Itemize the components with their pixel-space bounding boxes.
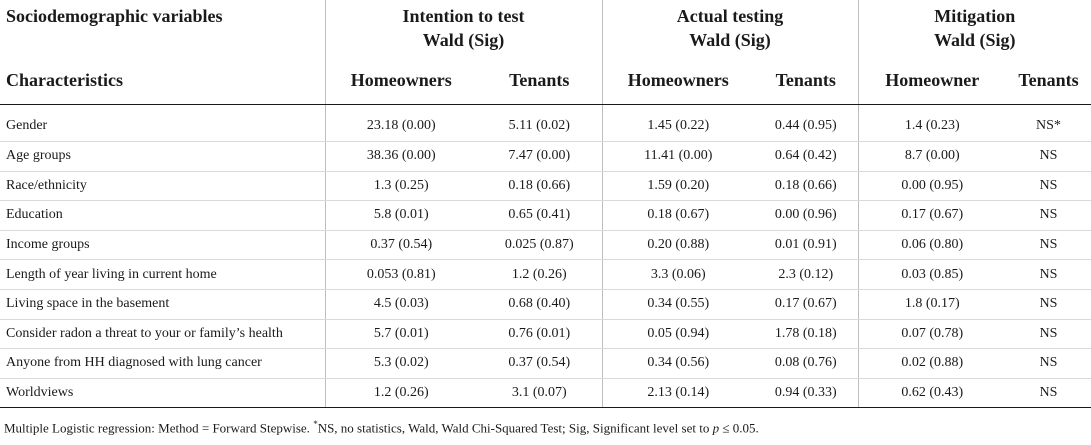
table-cell: NS [1006,260,1091,290]
table-cell: 1.59 (0.20) [602,171,754,201]
table-cell: 8.7 (0.00) [858,142,1006,172]
table-cell: 0.08 (0.76) [754,349,858,379]
table-row [0,105,1091,142]
table-row [0,349,1091,379]
table-row [0,289,1091,319]
table-cell: 0.44 (0.95) [754,105,858,142]
table-cell: 5.8 (0.01) [325,201,477,231]
table-cell: 0.34 (0.55) [602,289,754,319]
table-cell: 0.18 (0.66) [477,171,602,201]
header-sociodemographic-variables: Sociodemographic variables [6,6,223,26]
table-cell: 5.3 (0.02) [325,349,477,379]
table-row [0,142,1091,172]
group-title: Intention to test [402,6,525,26]
footnote-p-symbol: p [712,420,720,436]
header-group-actual-testing [602,0,858,56]
table-cell: 1.78 (0.18) [754,319,858,349]
table-cell: 3.1 (0.07) [477,378,602,408]
table-cell: 0.07 (0.78) [858,319,1006,349]
table-cell: 0.68 (0.40) [477,289,602,319]
table-cell: NS [1006,349,1091,379]
table-row [0,260,1091,290]
table-cell: 1.2 (0.26) [325,378,477,408]
table-footnote [4,419,759,436]
footnote-text-3: ≤ 0.05. [719,420,759,436]
row-label: Income groups [0,230,325,260]
table-cell: 0.17 (0.67) [858,201,1006,231]
table-cell: 0.05 (0.94) [602,319,754,349]
table-cell: 23.18 (0.00) [325,105,477,142]
header-group-intention-to-test [325,0,602,56]
subheader-homeowner-mitigation: Homeowner [858,56,1006,105]
row-label: Length of year living in current home [0,260,325,290]
table-cell: NS [1006,201,1091,231]
row-label: Age groups [0,142,325,172]
table-cell: 0.37 (0.54) [325,230,477,260]
table-cell: 0.00 (0.96) [754,201,858,231]
row-label: Consider radon a threat to your or family’s health [0,319,325,349]
group-title: Actual testing [676,6,784,26]
group-subtitle: Wald (Sig) [689,30,771,50]
table-cell: NS [1006,378,1091,408]
subheader-homeowners-intention: Homeowners [325,56,477,105]
table-cell: 0.18 (0.66) [754,171,858,201]
footnote-text-2: NS, no statistics, Wald, Wald Chi-Squared Test; Sig, Significant level set to [317,420,713,436]
table-cell: 5.11 (0.02) [477,105,602,142]
row-label: Anyone from HH diagnosed with lung cancer [0,349,325,379]
table-cell: 1.45 (0.22) [602,105,754,142]
table-cell: 2.3 (0.12) [754,260,858,290]
table-cell: 0.053 (0.81) [325,260,477,290]
table-cell: 7.47 (0.00) [477,142,602,172]
subheader-tenants-intention: Tenants [477,56,602,105]
subheader-homeowners-testing: Homeowners [602,56,754,105]
table-cell: 0.94 (0.33) [754,378,858,408]
table-cell: 0.65 (0.41) [477,201,602,231]
group-subtitle: Wald (Sig) [422,30,505,50]
table-cell: 0.17 (0.67) [754,289,858,319]
table-cell: 0.18 (0.67) [602,201,754,231]
table-cell: 1.8 (0.17) [858,289,1006,319]
group-subtitle: Wald (Sig) [933,30,1016,50]
table-cell: 4.5 (0.03) [325,289,477,319]
table-cell: 3.3 (0.06) [602,260,754,290]
table-cell: 0.34 (0.56) [602,349,754,379]
table-row [0,378,1091,408]
row-label: Living space in the basement [0,289,325,319]
table-cell: 1.3 (0.25) [325,171,477,201]
table-cell: 1.4 (0.23) [858,105,1006,142]
row-label: Worldviews [0,378,325,408]
table-cell: 0.37 (0.54) [477,349,602,379]
table-row [0,171,1091,201]
footnote-text-1: Multiple Logistic regression: Method = Forward Stepwise. [4,420,314,436]
table-cell: 0.76 (0.01) [477,319,602,349]
table-cell: NS [1006,289,1091,319]
row-label: Gender [0,105,325,142]
table-row [0,201,1091,231]
footnote-star: * [313,419,318,429]
table-cell: 0.02 (0.88) [858,349,1006,379]
table-cell: 0.62 (0.43) [858,378,1006,408]
table-cell: 5.7 (0.01) [325,319,477,349]
table-cell: 11.41 (0.00) [602,142,754,172]
table-cell: 0.06 (0.80) [858,230,1006,260]
table-cell: 0.025 (0.87) [477,230,602,260]
table-cell: 0.64 (0.42) [754,142,858,172]
table-header [0,0,1091,105]
table-cell: NS [1006,142,1091,172]
table-cell: 0.20 (0.88) [602,230,754,260]
table-cell: 0.03 (0.85) [858,260,1006,290]
table-body [0,105,1091,408]
table-row [0,230,1091,260]
table-cell: 1.2 (0.26) [477,260,602,290]
table-row [0,319,1091,349]
group-title: Mitigation [934,6,1016,26]
table-cell: 38.36 (0.00) [325,142,477,172]
table-cell: NS* [1006,105,1091,142]
header-characteristics: Characteristics [0,56,325,105]
table-cell: 2.13 (0.14) [602,378,754,408]
table-cell: 0.01 (0.91) [754,230,858,260]
table-cell: 0.00 (0.95) [858,171,1006,201]
table-cell: NS [1006,319,1091,349]
row-label: Race/ethnicity [0,171,325,201]
subheader-tenants-mitigation: Tenants [1006,56,1091,105]
table-cell: NS [1006,171,1091,201]
table-cell: NS [1006,230,1091,260]
header-group-mitigation [858,0,1091,56]
row-label: Education [0,201,325,231]
subheader-tenants-testing: Tenants [754,56,858,105]
